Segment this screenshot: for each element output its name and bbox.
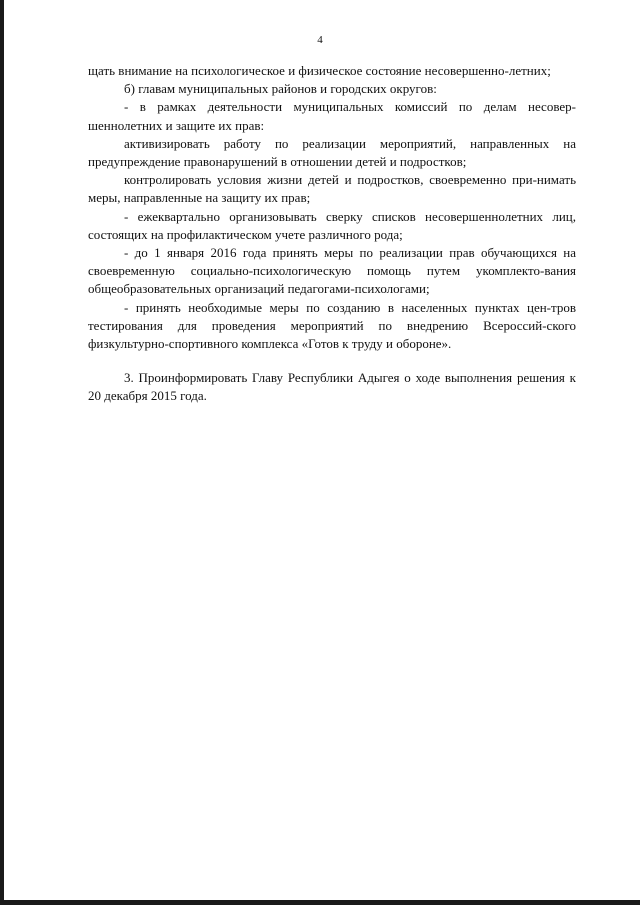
paragraph: - до 1 января 2016 года принять меры по реализации прав обучающихся на своевременную социально-психологическую помощь путем укомплекто-вания общеобразовательных организаций педагогами-психологами; xyxy=(88,245,576,297)
paragraph: - ежеквартально организовывать сверку списков несовершеннолетних лиц, состоящих на профилактическом учете различного рода; xyxy=(88,208,576,242)
paragraph: активизировать работу по реализации мероприятий, направленных на предупреждение правонарушений в отношении детей и подростков; xyxy=(88,135,576,170)
paragraph: - в рамках деятельности муниципальных комиссий по делам несовер-шеннолетних и защите их прав: xyxy=(88,99,576,133)
paragraph: щать внимание на психологическое и физическое состояние несовершенно-летних; xyxy=(88,63,551,78)
scan-border-left xyxy=(0,0,4,905)
paragraph: 3. Проинформировать Главу Республики Адыгея о ходе выполнения решения к 20 декабря 2015 года. xyxy=(88,370,576,404)
scan-border-bottom xyxy=(0,900,640,905)
paragraph: б) главам муниципальных районов и городских округов: xyxy=(124,81,437,97)
paragraph: - принять необходимые меры по созданию в населенных пунктах цен-тров тестирования для проведения мероприятий по внедрению Всероссий-ского физкультурно-спортивного комплекса «Готов к труду и обороне». xyxy=(88,299,576,352)
paragraph: контролировать условия жизни детей и подростков, своевременно при-нимать меры, направленные на защиту их прав; xyxy=(88,172,576,206)
document-body xyxy=(88,62,576,406)
page-number: 4 xyxy=(317,34,323,46)
